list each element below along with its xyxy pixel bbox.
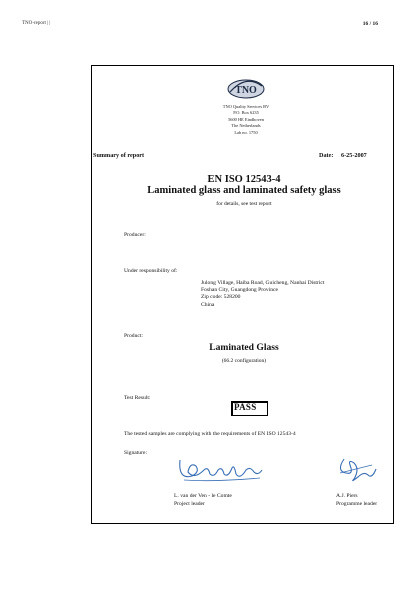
signatory-left — [174, 492, 232, 508]
org-address-line: 5600 HE Eindhoven — [228, 116, 264, 122]
logo-text: TNO — [235, 85, 257, 96]
signatory-left-name: L. van der Ven - le Comte — [174, 493, 232, 499]
page-header-left: TNO-report | | — [22, 21, 51, 26]
signature-right-image — [332, 453, 380, 485]
responsibility-label: Under responsibility of: — [124, 268, 178, 274]
signature-left-image — [174, 452, 264, 484]
date-value: 6-25-2007 — [341, 152, 367, 159]
compliance-statement: The tested samples are complying with the requirements of EN ISO 12543-4 — [124, 431, 296, 437]
product-name: Laminated Glass — [209, 342, 279, 353]
producer-address — [201, 280, 324, 309]
date-label: Date: — [319, 152, 334, 159]
test-result-label: Test Result: — [124, 395, 151, 401]
summary-title: Summary of report — [93, 152, 145, 159]
signature-label: Signature: — [124, 450, 147, 456]
address-line: Foshan City, Guangdong Province — [201, 287, 279, 294]
org-address — [196, 104, 296, 136]
org-address-line: The Netherlands — [231, 123, 261, 129]
address-line: China — [201, 301, 215, 308]
standard-title: Laminated glass and laminated safety glass — [147, 185, 341, 196]
signatory-right-name: A.J. Piers — [336, 493, 358, 499]
address-line: Julong Village, Haiba Road, Guicheng, Nanhai District — [201, 280, 325, 286]
signatory-right — [336, 492, 377, 508]
signatory-left-role: Project leader — [174, 501, 205, 507]
org-address-line: Lab no. 1750 — [234, 129, 258, 135]
producer-label: Producer: — [124, 232, 146, 238]
address-line: Zip code: 528200 — [201, 294, 241, 301]
tno-logo — [227, 72, 265, 104]
page-number: 16 / 16 — [362, 21, 378, 27]
org-address-line: P.O. Box 6235 — [233, 110, 259, 116]
product-label: Product: — [124, 333, 143, 339]
product-configuration: (66.2 configuration) — [221, 358, 267, 364]
standard-code: EN ISO 12543-4 — [207, 174, 281, 185]
pass-result: PASS — [234, 402, 257, 412]
signatory-right-role: Programme leader — [336, 501, 378, 507]
org-address-line: TNO Quality Services BV — [222, 104, 270, 109]
details-note: for details, see test report — [216, 201, 272, 207]
